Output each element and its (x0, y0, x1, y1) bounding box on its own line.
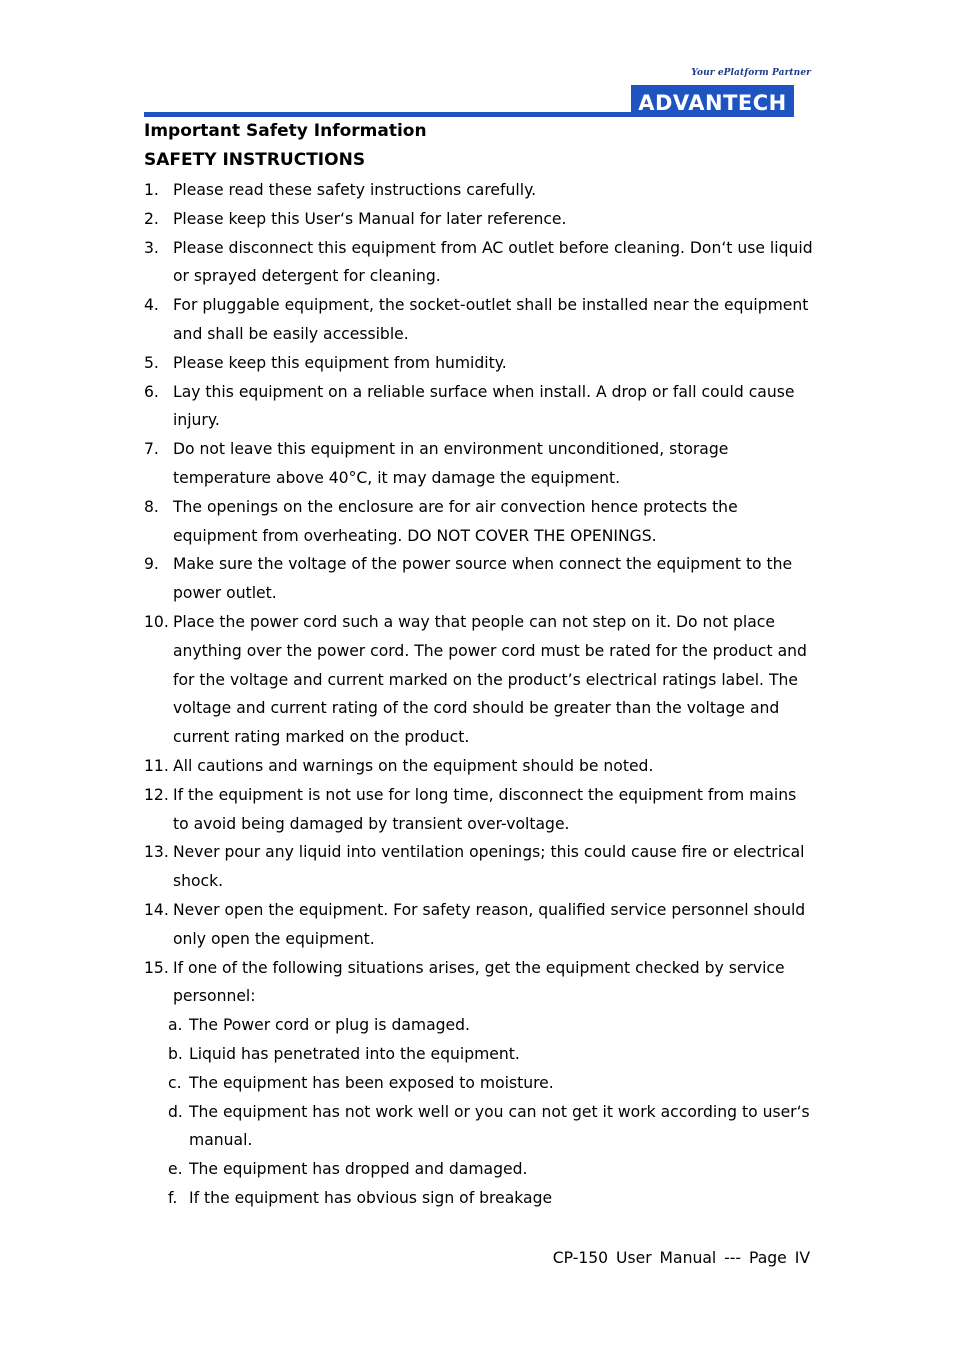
page-footer: CP-150 User Manual --- Page IV (552, 1249, 810, 1267)
section-heading: SAFETY INSTRUCTIONS (144, 150, 366, 170)
list-item: 2. Please keep this User‘s Manual for later reference. (144, 209, 567, 228)
list-item: 14. Never open the equipment. For safety reason, qualified service personnel should only open the equipment. (144, 900, 806, 948)
sub-list-item: a. The Power cord or plug is damaged. (168, 1016, 471, 1035)
list-item: 9. Make sure the voltage of the power source when connect the equipment to the power outlet. (144, 555, 793, 603)
list-item: 15. If one of the following situations arises, get the equipment checked by service personnel: (144, 958, 785, 1006)
list-item: 7. Do not leave this equipment in an environment unconditioned, storage temperature above 40°C, it may damage the equipment. (144, 440, 729, 487)
list-item: 13. Never pour any liquid into ventilation openings; this could cause fire or electrical shock. (144, 843, 805, 891)
page-title: Important Safety Information (144, 121, 427, 141)
list-item: 10. Place the power cord such a way that people can not step on it. Do not place anything over the power cord. The power cord must be rated for the product and for the voltage and current marked on the product’s electrical ratings label. The voltage and current rating of the cord should be greater than the voltage and current rating marked on the product. (144, 612, 807, 747)
list-item: 4. For pluggable equipment, the socket-outlet shall be installed near the equipment and shall be easily accessible. (144, 296, 809, 343)
advantech-logo: ADVANTECH (631, 85, 794, 117)
list-item: 8. The openings on the enclosure are for air convection hence protects the equipment from overheating. DO NOT COVER THE OPENINGS. (144, 497, 738, 545)
list-item: 1. Please read these safety instructions carefully. (144, 181, 537, 199)
sub-list-item: f. If the equipment has obvious sign of breakage (168, 1188, 553, 1207)
safety-instructions-list (144, 176, 814, 1213)
list-item: 6. Lay this equipment on a reliable surface when install. A drop or fall could cause injury. (144, 382, 795, 430)
sub-list-item: c. The equipment has been exposed to moisture. (168, 1073, 554, 1092)
sub-list-item: e. The equipment has dropped and damaged. (168, 1160, 528, 1179)
sub-list-item: d. The equipment has not work well or you can not get it work according to user‘s manual. (168, 1102, 810, 1150)
condition-sublist (168, 1011, 814, 1213)
list-item: 11. All cautions and warnings on the equipment should be noted. (144, 756, 654, 775)
list-item: 12. If the equipment is not use for long time, disconnect the equipment from mains to avoid being damaged by transient over-voltage. (144, 785, 797, 833)
list-item: 5. Please keep this equipment from humidity. (144, 353, 507, 372)
sub-list-item: b. Liquid has penetrated into the equipment. (168, 1044, 520, 1063)
list-item: 3. Please disconnect this equipment from AC outlet before cleaning. Don‘t use liquid or sprayed detergent for cleaning. (144, 238, 813, 286)
brand-tagline: Your ePlatform Partner (691, 68, 811, 78)
